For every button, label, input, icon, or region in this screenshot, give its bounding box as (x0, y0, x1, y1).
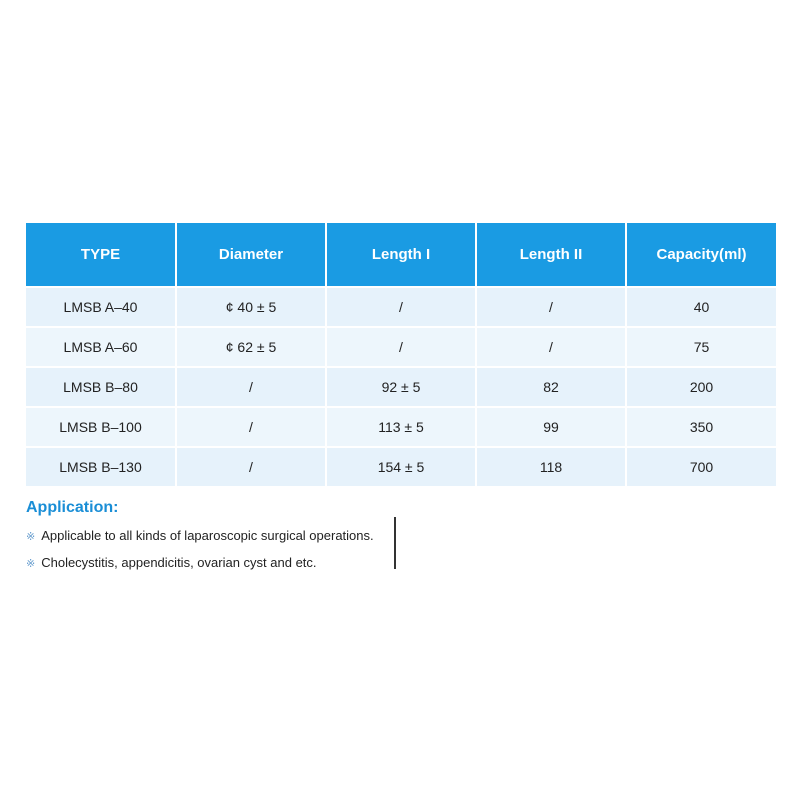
application-item-text: Cholecystitis, appendicitis, ovarian cyst and etc. (41, 555, 317, 570)
cell-length-2: 99 (476, 407, 626, 447)
cell-capacity: 75 (626, 327, 776, 367)
cell-length-1: 92 ± 5 (326, 367, 476, 407)
header-length-2: Length II (476, 223, 626, 287)
cell-length-1: / (326, 327, 476, 367)
cell-type: LMSB B–80 (26, 367, 176, 407)
cell-length-1: / (326, 287, 476, 327)
application-list (26, 527, 374, 581)
table-row (26, 327, 776, 367)
cell-type: LMSB B–100 (26, 407, 176, 447)
application-title: Application: (26, 499, 119, 516)
table-row (26, 367, 776, 407)
cell-capacity: 350 (626, 407, 776, 447)
cell-length-2: / (476, 287, 626, 327)
text-cursor-icon (394, 517, 396, 569)
cell-diameter: ¢ 62 ± 5 (176, 327, 326, 367)
cell-capacity: 200 (626, 367, 776, 407)
cell-capacity: 700 (626, 447, 776, 486)
cell-length-1: 154 ± 5 (326, 447, 476, 486)
table-row (26, 407, 776, 447)
cell-length-2: / (476, 327, 626, 367)
reference-mark-icon: ※ (26, 558, 36, 570)
cell-type: LMSB A–40 (26, 287, 176, 327)
cell-length-2: 82 (476, 367, 626, 407)
cell-type: LMSB B–130 (26, 447, 176, 486)
header-diameter: Diameter (176, 223, 326, 287)
header-length-1: Length I (326, 223, 476, 287)
cell-type: LMSB A–60 (26, 327, 176, 367)
table-row (26, 447, 776, 486)
cell-capacity: 40 (626, 287, 776, 327)
cell-diameter: / (176, 407, 326, 447)
cell-diameter: ¢ 40 ± 5 (176, 287, 326, 327)
list-item (26, 554, 374, 573)
spec-table (26, 223, 776, 486)
application-item-text: Applicable to all kinds of laparoscopic surgical operations. (41, 528, 374, 543)
cell-diameter: / (176, 447, 326, 486)
header-type: TYPE (26, 223, 176, 287)
cell-length-2: 118 (476, 447, 626, 486)
list-item (26, 527, 374, 546)
header-capacity: Capacity(ml) (626, 223, 776, 287)
cell-length-1: 113 ± 5 (326, 407, 476, 447)
cell-diameter: / (176, 367, 326, 407)
table-header-row (26, 223, 776, 287)
reference-mark-icon: ※ (26, 531, 36, 543)
table-row (26, 287, 776, 327)
